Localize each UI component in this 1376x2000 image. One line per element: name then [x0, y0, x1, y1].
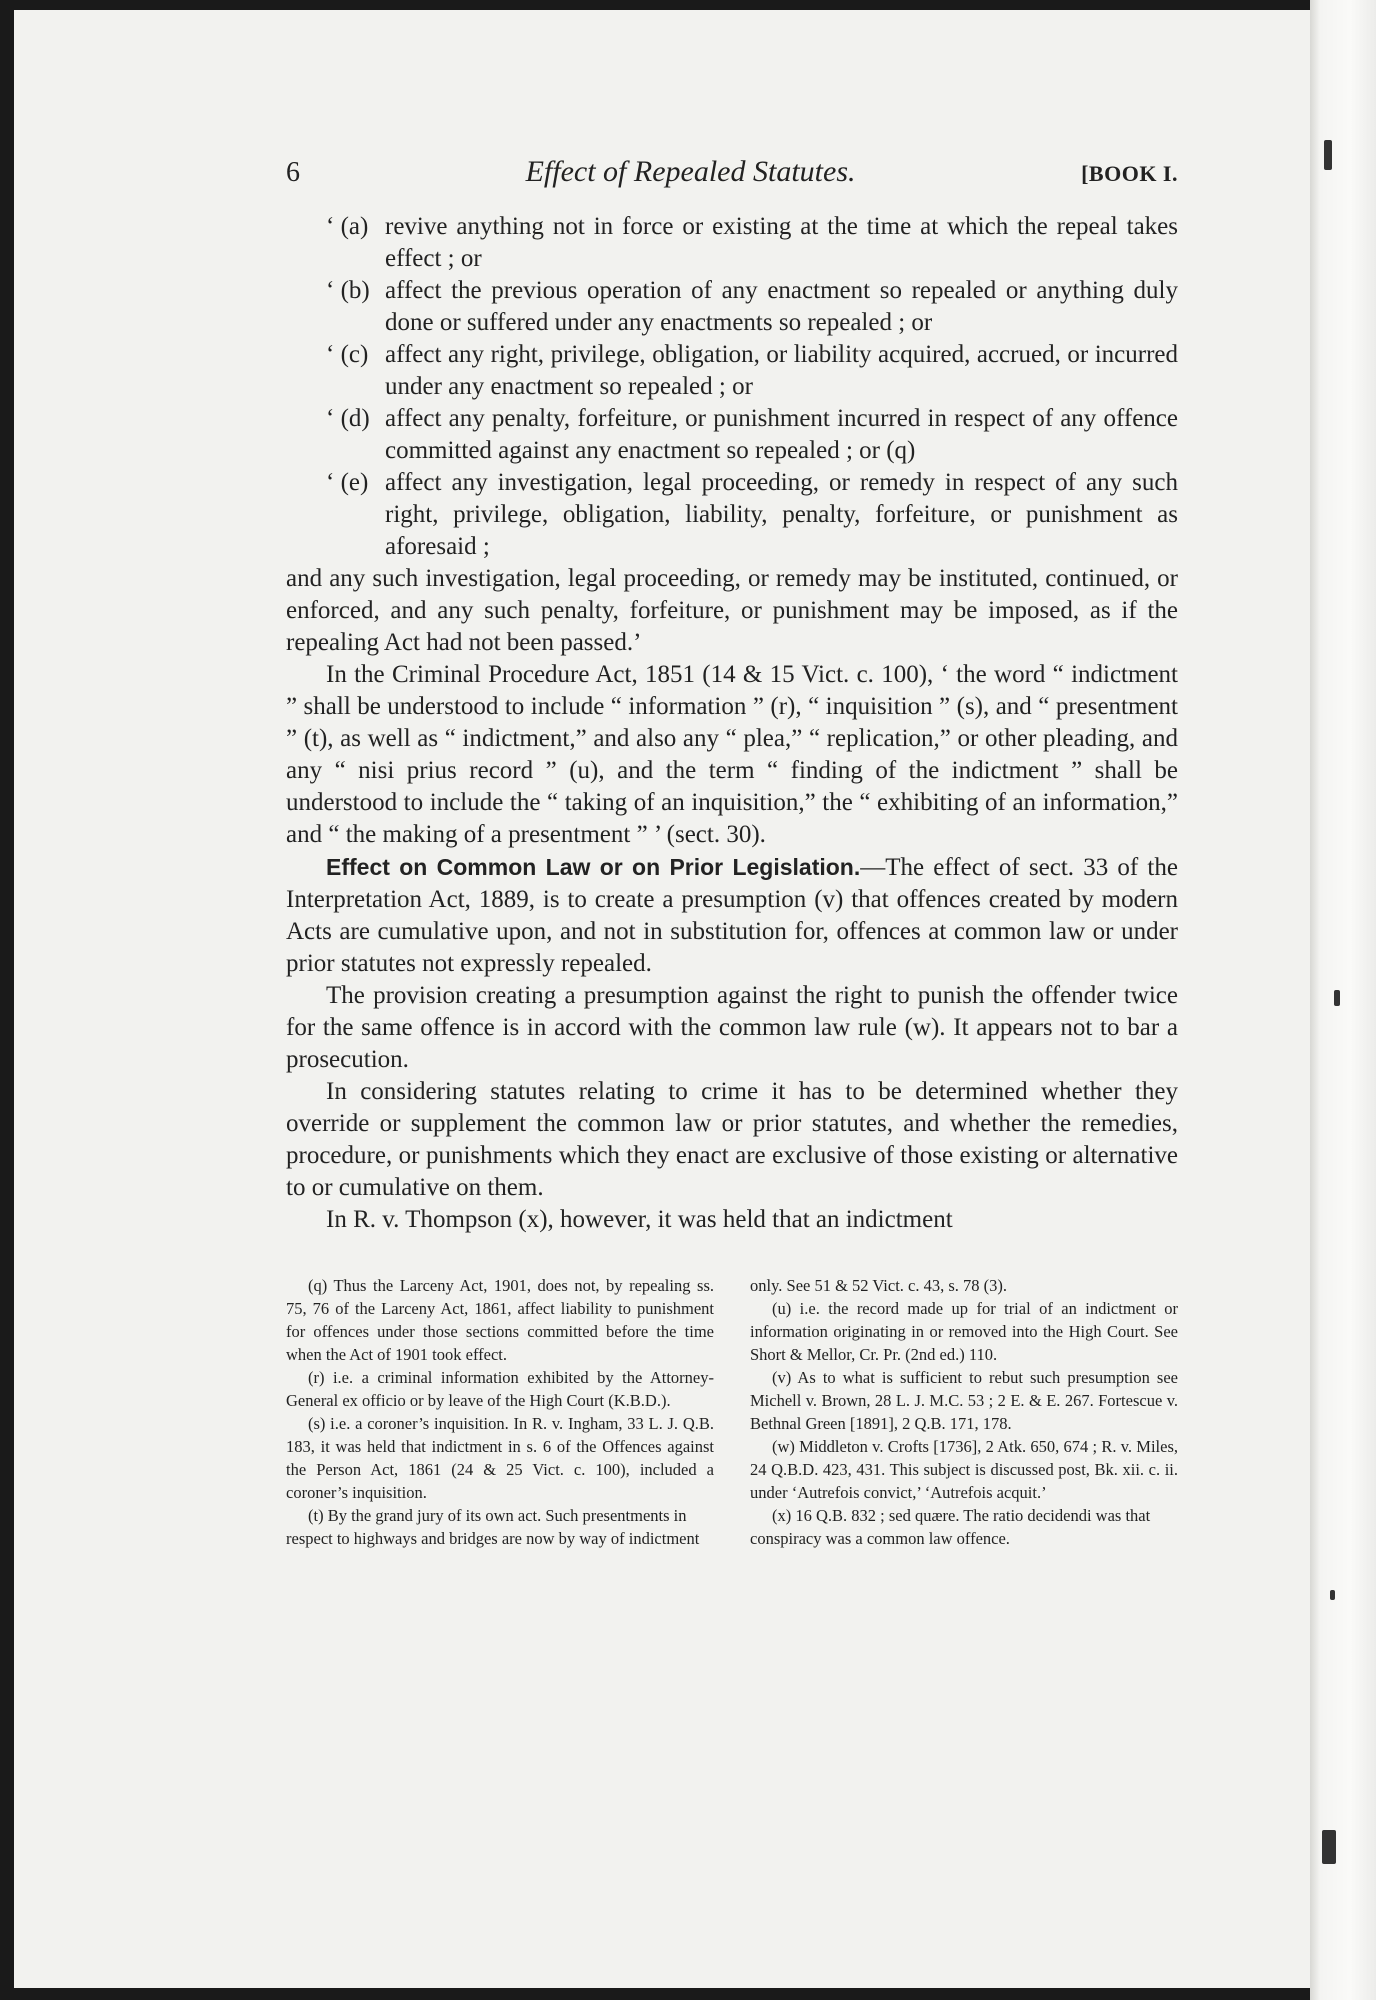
clause-b — [286, 275, 1178, 339]
book-label: [BOOK I. — [1081, 161, 1178, 186]
running-header — [286, 155, 1178, 201]
clause-label: ‘ (d) — [326, 405, 370, 432]
footnotes-left-column — [286, 1274, 714, 1550]
paragraph-text: —The effect of sect. 33 of the Interpretation Act, 1889, is to create a presumption (v) that offences created by modern Acts are cumulative upon, and not in substitution for, offences at common law or under prior statutes not expressly repealed. — [286, 854, 1178, 977]
footnote-r: (r) i.e. a criminal information exhibited by the Attorney-General ex officio or by leave of the High Court (K.B.D.). — [286, 1368, 714, 1410]
paragraph-considering-statutes: In considering statutes relating to crime it has to be determined whether they override or supplement the common law or prior statutes, and whether the remedies, procedure, or punishments which they enact are exclusive of those existing or alternative to or cumulative on them. — [286, 1078, 1178, 1201]
clause-c — [286, 339, 1178, 403]
clause-text: affect the previous operation of any enactment so repealed or anything duly done or suffered under any enactments so repealed ; or — [385, 277, 1178, 336]
footnote-v: (v) As to what is sufficient to rebut such presumption see Michell v. Brown, 28 L. J. M.C. 53 ; 2 E. & E. 267. Fortescue v. Bethnal Green [1891], 2 Q.B. 171, 178. — [750, 1368, 1178, 1433]
book-page — [14, 10, 1314, 1988]
footnote-t-continued: only. See 51 & 52 Vict. c. 43, s. 78 (3). — [750, 1276, 1008, 1295]
clause-text: affect any right, privilege, obligation, or liability acquired, accrued, or incurred under any enactment so repealed ; or — [385, 341, 1178, 400]
page-number: 6 — [286, 157, 300, 188]
edge-mark — [1334, 990, 1340, 1006]
clause-label: ‘ (a) — [326, 213, 369, 240]
book-edge — [1310, 0, 1376, 2000]
clause-d — [286, 403, 1178, 467]
running-title: Effect of Repealed Statutes. — [525, 155, 856, 188]
footnotes-right-column — [750, 1274, 1178, 1550]
footnote-t: (t) By the grand jury of its own act. Such presentments in respect to highways and bridges are now by way of indictment — [286, 1506, 700, 1548]
section-heading: Effect on Common Law or on Prior Legislation. — [326, 854, 861, 880]
clause-label: ‘ (b) — [326, 277, 370, 304]
paragraph-saving-clause: and any such investigation, legal proceeding, or remedy may be instituted, continued, or enforced, and any such penalty, forfeiture, or punishment may be imposed, as if the repealing Act had not been passed.’ — [286, 565, 1178, 656]
edge-mark — [1330, 1590, 1335, 1600]
paragraph-effect-common-law — [286, 851, 1178, 980]
clause-a — [286, 211, 1178, 275]
footnotes — [286, 1274, 1178, 1550]
footnote-s: (s) i.e. a coroner’s inquisition. In R. v. Ingham, 33 L. J. Q.B. 183, it was held that indictment in s. 6 of the Offences against the Person Act, 1861 (24 & 25 Vict. c. 100), included a coroner’s inquisition. — [286, 1414, 714, 1502]
footnote-u: (u) i.e. the record made up for trial of an indictment or information originating in or removed into the High Court. See Short & Mellor, Cr. Pr. (2nd ed.) 110. — [750, 1299, 1178, 1364]
page-content — [286, 155, 1178, 1550]
clause-text: affect any penalty, forfeiture, or punishment incurred in respect of any offence committed against any enactment so repealed ; or (q) — [385, 405, 1178, 464]
edge-mark — [1324, 140, 1332, 170]
clause-e — [286, 467, 1178, 563]
edge-mark — [1322, 1830, 1336, 1864]
clause-text: revive anything not in force or existing at the time at which the repeal takes effect ; or — [385, 213, 1178, 272]
clause-label: ‘ (c) — [326, 341, 369, 368]
footnote-q: (q) Thus the Larceny Act, 1901, does not, by repealing ss. 75, 76 of the Larceny Act, 1861, affect liability to punishment for offences under those sections committed before the time when the Act of 1901 took effect. — [286, 1276, 714, 1364]
clause-label: ‘ (e) — [326, 469, 369, 496]
footnote-w: (w) Middleton v. Crofts [1736], 2 Atk. 650, 674 ; R. v. Miles, 24 Q.B.D. 423, 431. This subject is discussed post, Bk. xii. c. ii. under ‘Autrefois convict,’ ‘Autrefois acquit.’ — [750, 1437, 1178, 1502]
paragraph-presumption: The provision creating a presumption against the right to punish the offender twice for the same offence is in accord with the common law rule (w). It appears not to bar a prosecution. — [286, 982, 1178, 1073]
clause-text: affect any investigation, legal proceeding, or remedy in respect of any such right, privilege, obligation, liability, penalty, forfeiture, or punishment as aforesaid ; — [385, 469, 1178, 560]
statute-clauses — [286, 211, 1178, 563]
footnote-x: (x) 16 Q.B. 832 ; sed quære. The ratio decidendi was that conspiracy was a common law offence. — [750, 1506, 1151, 1548]
paragraph-criminal-procedure-act: In the Criminal Procedure Act, 1851 (14 & 15 Vict. c. 100), ‘ the word “ indictment ” shall be understood to include “ information ” (r), “ inquisition ” (s), and “ presentment ” (t), as well as “ indictment,” and also any “ plea,” “ replication,” or other pleading, and any “ nisi prius record ” (u), and the term “ finding of the indictment ” shall be understood to include the “ taking of an inquisition,” the “ exhibiting of an information,” and “ the making of a presentment ” ’ (sect. 30). — [286, 661, 1178, 848]
paragraph-thompson: In R. v. Thompson (x), however, it was held that an indictment — [326, 1206, 953, 1233]
